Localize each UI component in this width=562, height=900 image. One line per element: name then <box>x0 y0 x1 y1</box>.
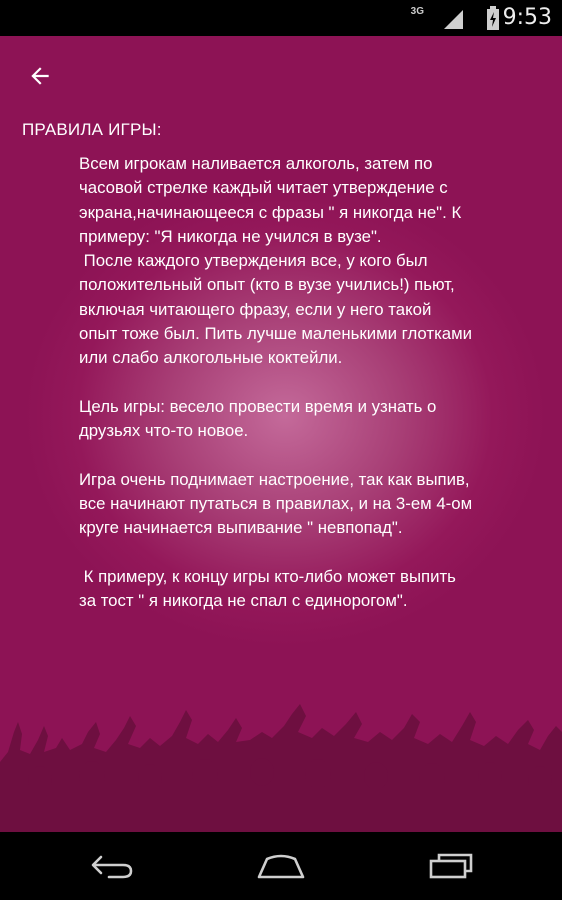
text-line: положительный опыт (кто в вузе учились!) пьют, <box>79 275 455 295</box>
text-line: или слабо алкогольные коктейли. <box>79 348 343 368</box>
nav-back-button[interactable] <box>82 846 142 886</box>
back-button[interactable] <box>18 56 62 96</box>
text-line: все начинают путаться в правилах, и на 3-ем 4-ом <box>79 494 473 514</box>
network-type: 3G <box>410 6 424 17</box>
text-line: После каждого утверждения все, у кого был <box>79 251 428 271</box>
status-bar <box>0 0 562 36</box>
mood-paragraph <box>79 468 544 541</box>
text-line: опыт тоже был. Пить лучше маленькими глотками <box>79 324 473 344</box>
nav-recent-apps-button[interactable] <box>421 846 481 886</box>
crowd-silhouette-image <box>0 692 562 832</box>
nav-home-button[interactable] <box>251 846 311 886</box>
text-line: Всем игрокам наливается алкоголь, затем по <box>79 154 433 173</box>
text-line: за тост " я никогда не спал с единорогом". <box>79 591 408 611</box>
page-title: ПРАВИЛА ИГРЫ: <box>22 120 162 139</box>
battery-icon <box>486 6 500 30</box>
rules-text <box>79 152 544 638</box>
recent-apps-icon <box>425 851 477 881</box>
example-paragraph <box>79 565 544 614</box>
home-icon <box>253 851 309 881</box>
text-line: часовой стрелке каждый читает утверждение с <box>79 178 448 198</box>
arrow-back-icon <box>27 63 53 89</box>
text-line: друзьях что-то новое. <box>79 421 249 441</box>
status-clock: 9:53 <box>502 5 552 30</box>
signal-icon <box>442 8 464 30</box>
text-line: примеру: "Я никогда не учился в вузе". <box>79 226 382 246</box>
text-line: экрана,начинающееся с фразы " я никогда не". К <box>79 202 462 222</box>
text-line: Цель игры: весело провести время и узнать о <box>79 396 437 416</box>
text-line: включая читающего фразу, если у него такой <box>79 299 432 319</box>
rules-paragraph <box>79 152 544 371</box>
navigation-bar <box>0 832 562 900</box>
text-line: Игра очень поднимает настроение, так как выпив, <box>79 469 470 489</box>
goal-paragraph <box>79 395 544 444</box>
text-line: круге начинается выпивание " невпопад". <box>79 518 403 538</box>
rules-screen <box>0 36 562 832</box>
text-line: К примеру, к концу игры кто-либо может выпить <box>79 567 456 587</box>
back-icon <box>87 851 137 881</box>
